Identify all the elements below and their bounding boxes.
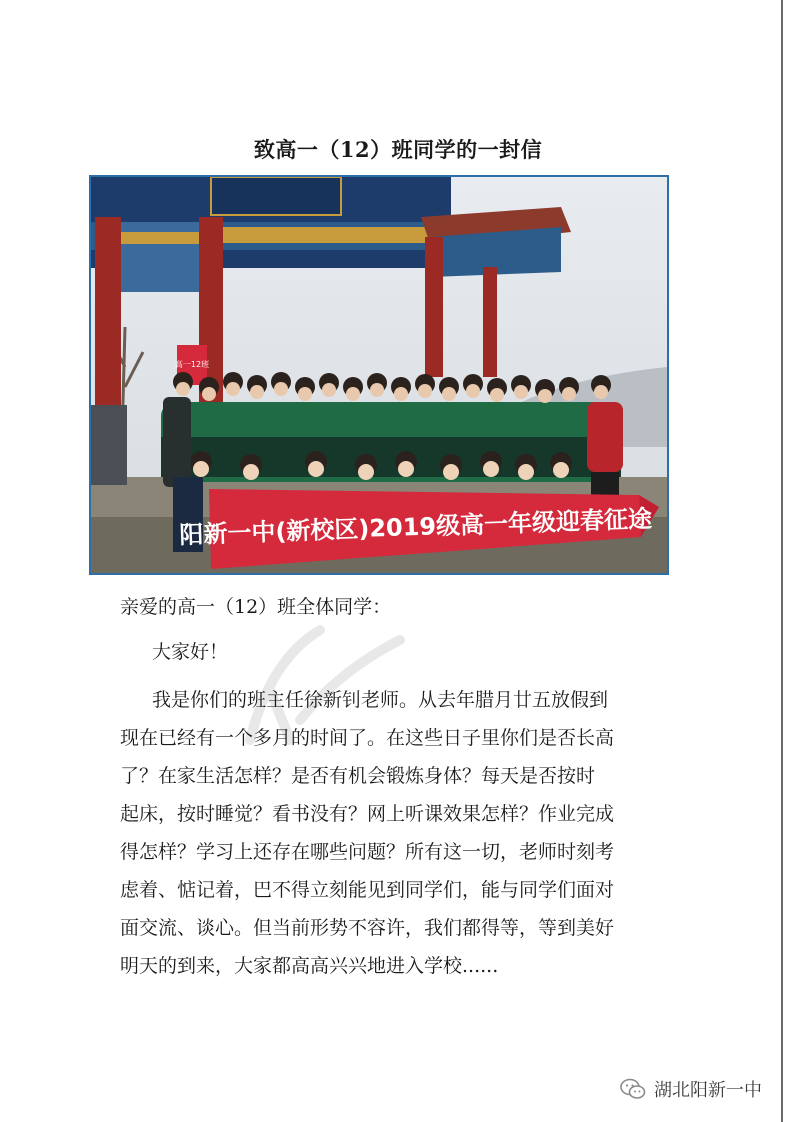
body-line: 面交流、谈心。但当前形势不容许，我们都得等，等到美好 (120, 917, 615, 939)
body-line: 了？在家生活怎样？是否有机会锻炼身体？每天是否按时 (120, 765, 596, 787)
body-line: 得怎样？学习上还存在哪些问题？所有这一切，老师时刻考 (120, 841, 615, 863)
class-group-photo (89, 175, 669, 575)
body-line: 起床，按时睡觉？看书没有？网上听课效果怎样？作业完成 (120, 803, 615, 825)
letter-body (120, 681, 680, 985)
letter-title: 致高一（12）班同学的一封信 (253, 137, 543, 162)
photo-banner-text: 阳新一中(新校区)2019级高一年级迎春征途 (179, 504, 653, 550)
body-line: 明天的到来，大家都高高兴兴地进入学校...... (120, 955, 499, 977)
wechat-icon (620, 1078, 646, 1100)
photo-small-sign: 高一12班 (174, 360, 210, 369)
source-name: 湖北阳新一中 (654, 1080, 762, 1101)
letter-greeting: 亲爱的高一（12）班全体同学： (120, 596, 392, 618)
body-line: 虑着、惦记着，巴不得立刻能见到同学们，能与同学们面对 (120, 879, 615, 901)
source-footer (620, 1074, 762, 1104)
body-line: 现在已经有一个多月的时间了。在这些日子里你们是否长高 (120, 727, 615, 749)
page-edge-line (781, 0, 783, 1122)
body-line: 我是你们的班主任徐新钊老师。从去年腊月廿五放假到 (152, 689, 609, 711)
letter-hello: 大家好！ (152, 641, 229, 663)
